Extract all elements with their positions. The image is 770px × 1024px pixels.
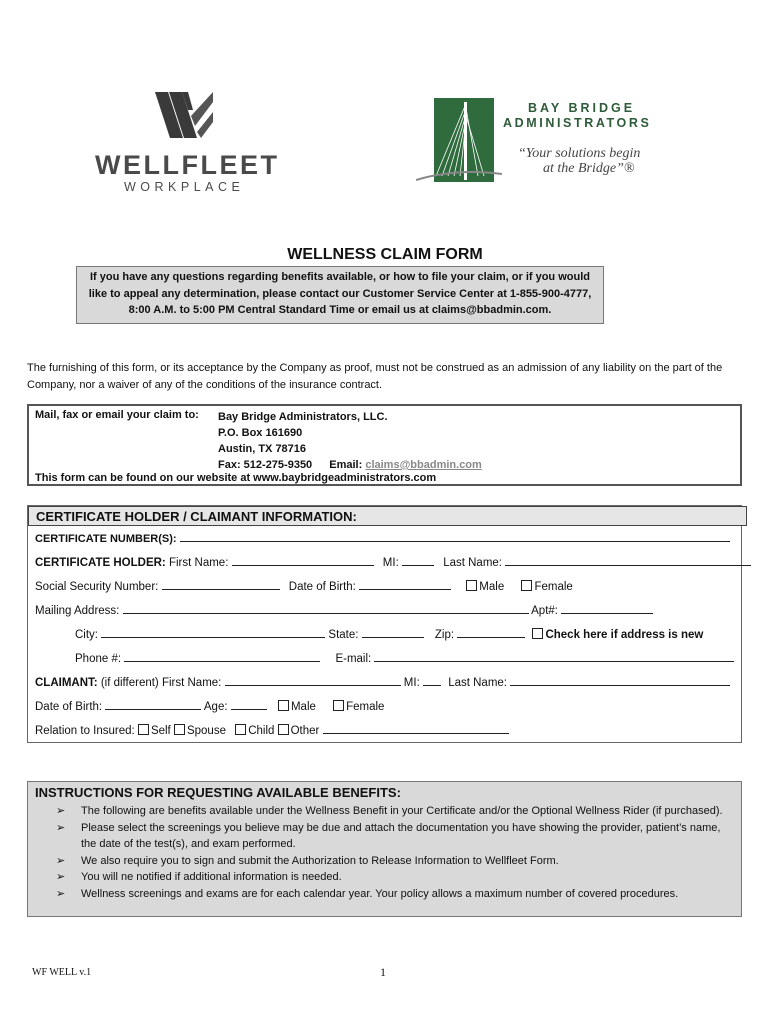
notice-line-3: 8:00 A.M. to 5:00 PM Central Standard Time or email us at claims@bbadmin.com. — [128, 304, 552, 316]
address-new-checkbox[interactable] — [532, 628, 543, 639]
mail-po-box: P.O. Box 161690 — [218, 427, 303, 439]
zip-field[interactable] — [457, 626, 525, 638]
other-label: Other — [290, 725, 320, 737]
instruction-item: ➢ Wellness screenings and exams are for each calendar year. Your policy allows a maximum number of covered procedures. — [56, 886, 728, 903]
claimant-female-checkbox[interactable] — [333, 700, 344, 711]
spouse-label: Spouse — [186, 725, 226, 737]
child-label: Child — [248, 725, 275, 737]
mailing-address-field[interactable] — [123, 602, 529, 614]
holder-mi-field[interactable] — [402, 554, 434, 566]
notice-line-1: If you have any questions regarding benefits available, or how to file your claim, or if you would — [90, 271, 590, 283]
holder-ssn-row — [35, 578, 573, 593]
relation-row — [35, 722, 509, 737]
claimant-dob-row — [35, 698, 384, 713]
child-checkbox[interactable] — [235, 724, 246, 735]
dob-label: Date of Birth: — [288, 581, 356, 593]
apt-field[interactable] — [561, 602, 653, 614]
self-checkbox[interactable] — [138, 724, 149, 735]
mail-fax-email — [218, 457, 482, 473]
claimant-male-label: Male — [290, 701, 316, 713]
wellfleet-logo-mark — [155, 90, 215, 140]
claimant-mi-label: MI: — [403, 677, 420, 689]
bay-bridge-name-line2: ADMINISTRATORS — [503, 116, 652, 130]
state-field[interactable] — [362, 626, 424, 638]
male-checkbox[interactable] — [466, 580, 477, 591]
age-field[interactable] — [231, 698, 267, 710]
wellfleet-logo-name: WELLFLEET — [95, 150, 280, 180]
cert-numbers-field[interactable] — [180, 530, 730, 542]
claimant-last-name-label: Last Name: — [448, 677, 507, 689]
age-label: Age: — [203, 701, 228, 713]
email-field[interactable] — [374, 650, 734, 662]
claimant-male-checkbox[interactable] — [278, 700, 289, 711]
other-checkbox[interactable] — [278, 724, 289, 735]
instructions-section — [27, 781, 742, 917]
female-label: Female — [534, 581, 573, 593]
form-id: WF WELL v.1 — [32, 967, 92, 978]
holder-last-name-field[interactable] — [505, 554, 751, 566]
dob-field[interactable] — [359, 578, 451, 590]
arrow-bullet-icon: ➢ — [56, 821, 66, 834]
phone-row — [75, 650, 734, 665]
holder-name-row — [35, 554, 751, 569]
female-checkbox[interactable] — [521, 580, 532, 591]
city-field[interactable] — [101, 626, 325, 638]
apt-label: Apt#: — [531, 605, 558, 617]
ssn-label: Social Security Number: — [35, 581, 159, 593]
arrow-bullet-icon: ➢ — [56, 854, 66, 867]
relation-label: Relation to Insured: — [35, 725, 135, 737]
mail-label: Mail, fax or email your claim to: — [35, 409, 199, 421]
instruction-item: ➢ The following are benefits available under the Wellness Benefit in your Certificate and/or the Optional Wellness Rider (if purchased). — [56, 803, 728, 820]
instructions-heading: INSTRUCTIONS FOR REQUESTING AVAILABLE BENEFITS: — [35, 785, 401, 800]
mailing-address-block — [218, 409, 482, 473]
holder-mi-label: MI: — [382, 557, 399, 569]
claimant-female-label: Female — [346, 701, 385, 713]
instruction-item: ➢ You will ne notified if additional information is needed. — [56, 869, 728, 886]
city-label: City: — [75, 629, 98, 641]
other-field[interactable] — [323, 722, 509, 734]
mail-email-link[interactable]: claims@bbadmin.com — [365, 459, 482, 471]
wellfleet-logo-sub: WORKPLACE — [124, 180, 245, 194]
ssn-field[interactable] — [162, 578, 280, 590]
mailing-address-row — [35, 602, 653, 617]
state-label: State: — [328, 629, 359, 641]
claimant-dob-label: Date of Birth: — [35, 701, 103, 713]
arrow-bullet-icon: ➢ — [56, 871, 66, 883]
phone-field[interactable] — [124, 650, 320, 662]
claimant-label: CLAIMANT: — [35, 677, 98, 689]
mail-fax: Fax: 512-275-9350 — [218, 459, 313, 471]
mail-email-label: Email: — [329, 459, 363, 471]
male-label: Male — [479, 581, 505, 593]
bay-bridge-logo-image — [416, 98, 502, 186]
website-note: This form can be found on our website at www.baybridgeadministrators.com — [35, 472, 437, 484]
cert-numbers-label: CERTIFICATE NUMBER(S): — [35, 533, 177, 545]
page-number: 1 — [380, 965, 386, 979]
mailing-address-label: Mailing Address: — [35, 605, 120, 617]
contact-notice-box — [76, 266, 604, 324]
mail-city: Austin, TX 78716 — [218, 443, 307, 455]
cert-numbers-row — [35, 530, 730, 545]
address-new-label: Check here if address is new — [545, 629, 704, 641]
holder-first-name-label: First Name: — [168, 557, 229, 569]
holder-first-name-field[interactable] — [232, 554, 374, 566]
claimant-last-name-field[interactable] — [510, 674, 730, 686]
phone-label: Phone #: — [75, 653, 122, 665]
arrow-bullet-icon: ➢ — [56, 805, 66, 817]
notice-line-2: like to appeal any determination, please contact our Customer Service Center at 1-855-900-4777, — [88, 287, 592, 300]
zip-label: Zip: — [434, 629, 455, 641]
mail-company: Bay Bridge Administrators, LLC. — [218, 411, 388, 423]
certificate-section-heading: CERTIFICATE HOLDER / CLAIMANT INFORMATION: — [28, 506, 747, 526]
claimant-dob-field[interactable] — [105, 698, 201, 710]
holder-last-name-label: Last Name: — [443, 557, 502, 569]
holder-label: CERTIFICATE HOLDER: — [35, 557, 166, 569]
bay-bridge-tagline-line2: at the Bridge”® — [543, 161, 635, 176]
claimant-first-name-label: (if different) First Name: — [100, 677, 222, 689]
instruction-item: ➢ We also require you to sign and submit the Authorization to Release Information to Wellfleet Form. — [56, 853, 728, 870]
email-label: E-mail: — [335, 653, 372, 665]
mailing-instructions-box — [27, 404, 742, 486]
spouse-checkbox[interactable] — [174, 724, 185, 735]
self-label: Self — [150, 725, 171, 737]
bay-bridge-tagline-line1: “Your solutions begin — [518, 146, 641, 161]
bay-bridge-name-line1: BAY BRIDGE — [528, 101, 636, 115]
form-title: WELLNESS CLAIM FORM — [287, 246, 483, 263]
instructions-list — [56, 803, 728, 902]
claimant-mi-field[interactable] — [423, 674, 441, 686]
certificate-holder-section — [27, 505, 742, 743]
instruction-item: ➢ Please select the screenings you believe may be due and attach the documentation you have showing the provider, patient’s name, the date of the test(s), and exam performed. — [56, 821, 721, 850]
claimant-name-row — [35, 674, 730, 689]
disclaimer-text: The furnishing of this form, or its acceptance by the Company as proof, must not be construed as an admission of any liability on the part of the Company, nor a waiver of any of the conditions of the insurance contract. — [27, 362, 723, 391]
claimant-first-name-field[interactable] — [225, 674, 401, 686]
arrow-bullet-icon: ➢ — [56, 887, 66, 900]
city-row — [75, 626, 703, 641]
